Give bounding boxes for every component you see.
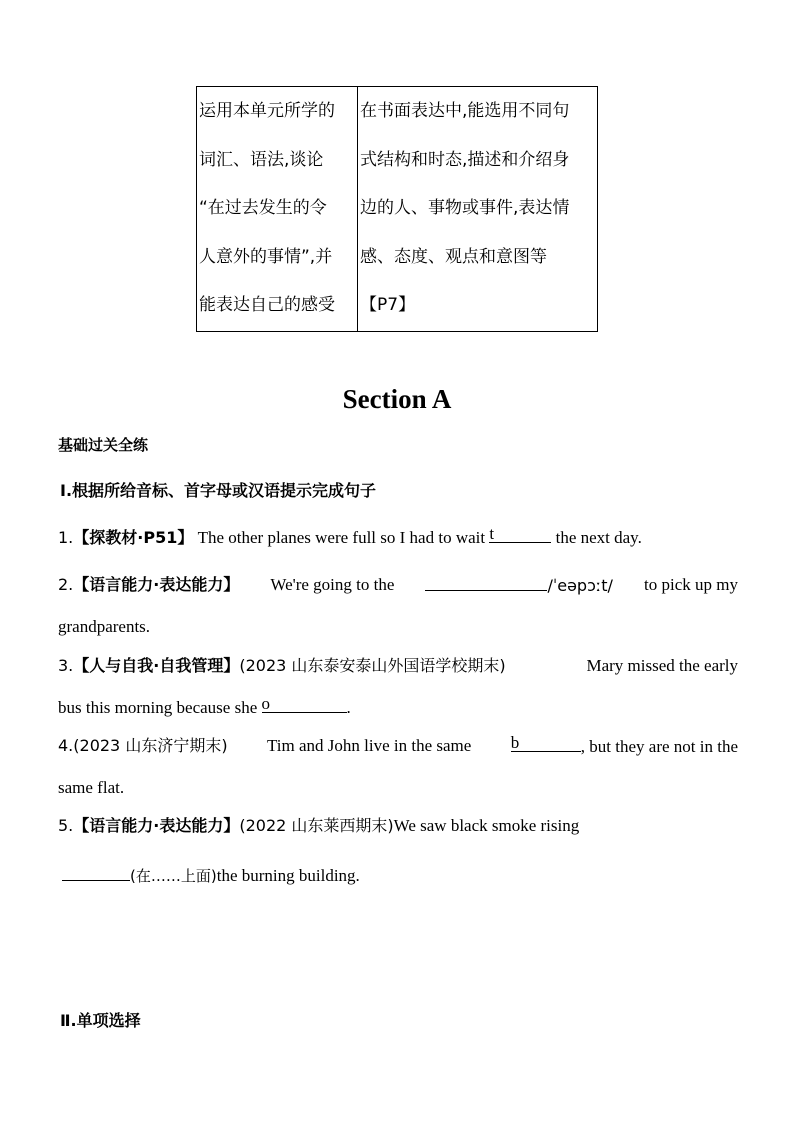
goal-right-line: 感、态度、观点和意图等 xyxy=(360,246,547,267)
answer-blank[interactable] xyxy=(262,696,347,713)
question-3 xyxy=(58,655,738,677)
question-1 xyxy=(58,526,738,549)
answer-blank[interactable] xyxy=(489,526,551,543)
blank-first-letter: b xyxy=(510,733,520,752)
answer-blank[interactable] xyxy=(511,735,581,752)
question-text: the next day. xyxy=(555,528,642,547)
question-2-continued: grandparents. xyxy=(58,617,151,636)
question-text: the burning building. xyxy=(216,866,360,885)
section-title: Section A xyxy=(342,384,452,414)
goal-left-line: 人意外的事情”,并 xyxy=(199,246,333,267)
question-source: (2023 山东济宁期末) xyxy=(73,736,228,755)
goal-cell-left xyxy=(197,87,358,332)
blank-first-letter: t xyxy=(489,524,495,543)
goal-left-line: 运用本单元所学的 xyxy=(199,101,335,121)
part2-heading: Ⅱ.单项选择 xyxy=(60,1011,141,1030)
question-tag: 【探教材·P51】 xyxy=(73,528,194,547)
goal-right-line: 【P7】 xyxy=(360,295,416,315)
question-text: to pick up my xyxy=(644,575,738,594)
goal-cell-right xyxy=(358,87,598,332)
question-tag: 【语言能力·表达能力】 xyxy=(73,575,240,594)
answer-blank[interactable] xyxy=(425,574,547,591)
goal-left-line: 能表达自己的感受 xyxy=(199,295,335,315)
question-text: The other planes were full so I had to wait xyxy=(197,528,486,547)
goal-left-line: “在过去发生的令 xyxy=(199,198,327,218)
question-text: bus this morning because she xyxy=(58,698,258,717)
question-text: We're going to the xyxy=(270,575,395,594)
question-5-continued xyxy=(62,864,742,887)
goal-right-line: 边的人、事物或事件,表达情 xyxy=(360,198,570,218)
question-tag: 【语言能力·表达能力】 xyxy=(73,816,240,835)
learning-goals-table xyxy=(196,86,598,332)
question-number: 5. xyxy=(58,816,74,835)
part1-heading: Ⅰ.根据所给音标、首字母或汉语提示完成句子 xyxy=(60,481,377,500)
question-text: Mary missed the early xyxy=(586,656,738,675)
question-text: We saw black smoke rising xyxy=(393,816,580,835)
question-2 xyxy=(58,574,738,597)
question-source: (2023 山东泰安泰山外国语学校期末) xyxy=(239,656,506,675)
question-5 xyxy=(58,815,738,837)
blank-first-letter: o xyxy=(261,694,270,713)
goal-right-line: 式结构和时态,描述和介绍身 xyxy=(360,149,570,170)
question-number: 1. xyxy=(58,528,74,547)
phonetic-hint: /ˈeəpɔːt/ xyxy=(547,576,613,595)
question-4 xyxy=(58,735,738,758)
goal-right-line: 在书面表达中,能选用不同句 xyxy=(360,101,570,121)
goal-left-line: 词汇、语法,谈论 xyxy=(199,149,324,170)
question-text: , but they are not in the xyxy=(580,737,738,756)
exercise-subheading: 基础过关全练 xyxy=(58,436,149,454)
question-number: 2. xyxy=(58,575,74,594)
question-number: 4. xyxy=(58,736,74,755)
question-number: 3. xyxy=(58,656,74,675)
question-text: . xyxy=(346,698,351,717)
goals-row xyxy=(197,87,598,332)
question-source: (2022 山东莱西期末) xyxy=(239,816,394,835)
question-text: Tim and John live in the same xyxy=(267,736,472,755)
chinese-hint: (在……上面) xyxy=(130,867,217,885)
question-4-continued: same flat. xyxy=(58,778,125,797)
question-tag: 【人与自我·自我管理】 xyxy=(73,656,240,675)
question-3-continued xyxy=(58,696,738,719)
answer-blank[interactable] xyxy=(62,864,130,881)
